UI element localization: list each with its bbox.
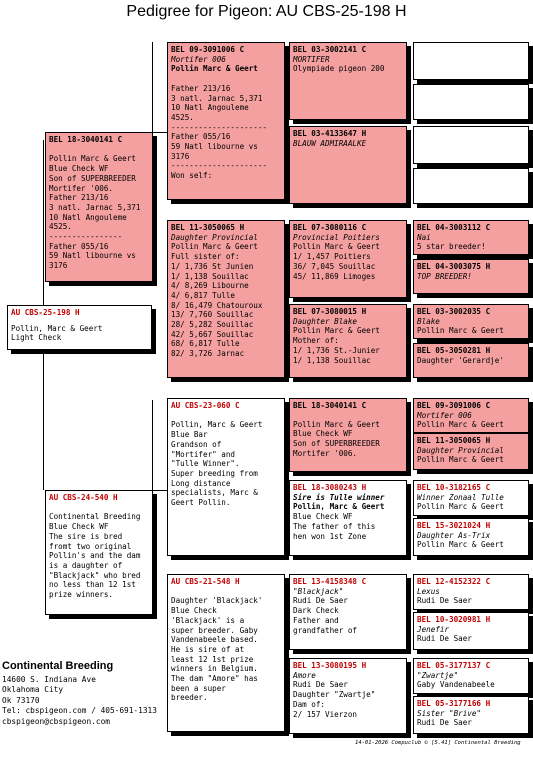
dss-ring: BEL 18-3040141 C: [293, 401, 367, 410]
sd-owner: Pollin Marc & Geert: [171, 242, 258, 252]
ss-notes: Father 213/16 3 natl. Jarnac 5,371 10 Natl Angouleme 4525. --------------------- Father 055/16 59 Natl libourne vs 3176 --------------------- Won self:: [171, 83, 268, 181]
connector-line: [152, 490, 167, 491]
sd-name: Daughter Provincial: [171, 232, 258, 242]
g4-owner: Rudi De Saer: [417, 718, 472, 728]
pedigree-ssd[interactable]: [289, 126, 407, 204]
ddd-owner: Rudi De Saer: [293, 680, 348, 690]
pedigree-g4-16[interactable]: [413, 696, 529, 734]
g4-owner: Pollin Marc & Geert: [417, 502, 504, 512]
pedigree-g4-11[interactable]: [413, 480, 529, 516]
connector-line: [43, 350, 44, 490]
g4-name: Nai: [417, 232, 431, 242]
breeder-city: Oklahoma City: [2, 685, 64, 694]
sire-ring: BEL 18-3040141 C: [49, 135, 123, 144]
pedigree-g4-5[interactable]: [413, 220, 529, 255]
breeder-tel: Tel: cbspigeon.com / 405-691-1313: [2, 706, 157, 715]
g4-name: Sister "Brive": [417, 708, 482, 718]
subject-color: Light Check: [11, 333, 62, 343]
pedigree-dsd[interactable]: [289, 480, 407, 556]
g4-name: Winner Zonaal Tulle: [417, 492, 504, 502]
pedigree-g4-6[interactable]: [413, 259, 529, 294]
pedigree-ddd[interactable]: [289, 658, 407, 734]
g4-name: Lexus: [417, 586, 440, 596]
g4-name: Jenefir: [417, 624, 450, 634]
sdd-ring: BEL 07-3080015 H: [293, 307, 367, 316]
print-credit: 14-01-2026 Compuclub © [5.41] Continental Breeding: [355, 740, 521, 746]
breeder-state: Ok 73170: [2, 695, 40, 705]
sd-notes: Full sister of: 1/ 1,736 St Junien 1/ 1,138 Souillac 4/ 8,269 Libourne 4/ 6,817 Tulle 8/ 16,479 Chatouroux 13/ 7,760 Souillac 28/ 5,282 Souillac 42/ 5,667 Souillac 68/ 6,817 Tulle 82/ 3,726 Jarnac: [171, 252, 263, 359]
g4-name: TOP BREEDER!: [417, 271, 472, 281]
pedigree-sire[interactable]: [45, 132, 153, 282]
sds-owner: Pollin Marc & Geert: [293, 242, 380, 252]
pedigree-dam-dam[interactable]: [167, 574, 285, 732]
g4-name: "Zwartje": [417, 670, 459, 680]
g4-owner: Rudi De Saer: [417, 634, 472, 644]
dds-name: "Blackjack": [293, 586, 344, 596]
sds-notes: 1/ 1,457 Poitiers 36/ 7,045 Souillac 45/ 11,869 Limoges: [293, 252, 376, 281]
dam-notes: Continental Breeding Blue Check WF The sire is bred fromt two original Pollin's and the dam is a daughter of "Blackjack" who bred no less than 12 1st prize winners.: [49, 512, 141, 600]
subject-ring: AU CBS-25-198 H: [11, 308, 80, 317]
pedigree-sire-sire[interactable]: [167, 42, 285, 200]
ssd-ring: BEL 03-4133647 H: [293, 129, 367, 138]
g4-ring: BEL 10-3182165 C: [417, 483, 491, 492]
pedigree-g4-12[interactable]: [413, 518, 529, 556]
dsd-ring: BEL 18-3080243 H: [293, 483, 367, 492]
g4-ring: BEL 04-3003112 C: [417, 223, 491, 232]
pedigree-g4-14[interactable]: [413, 612, 529, 650]
pedigree-sire-dam[interactable]: [167, 220, 285, 378]
connector-line: [43, 140, 44, 305]
g4-name: Blake: [417, 316, 440, 326]
g4-name: Mortifer 006: [417, 410, 472, 420]
ddd-ring: BEL 13-3080195 H: [293, 661, 367, 670]
dd-notes: Daughter 'Blackjack' Blue Check 'Blackjack' is a super breeder. Gaby Vandenabeele based. He is sire of at least 12 1st prize winners in Belgium. The dam "Amore" has been a super breeder.: [171, 596, 263, 703]
breeder-info: [2, 661, 172, 727]
ss-owner: Pollin Marc & Geert: [171, 64, 258, 74]
sire-notes: Pollin Marc & Geert Blue Check WF Son of SUPERBREEDER Mortifer '006. Father 213/16 3 natl. Jarnac 5,371 10 Natl Angouleme 4525. ---------------- Father 055/16 59 Natl libourne vs 3176: [49, 154, 141, 271]
g4-owner: 5 star breeder!: [417, 242, 486, 252]
ddd-name: Amore: [293, 670, 316, 680]
g4-owner: Rudi De Saer: [417, 596, 472, 606]
pedigree-dam[interactable]: [45, 490, 153, 615]
g4-ring: BEL 05-3177137 C: [417, 661, 491, 670]
dds-notes: Dark Check Father and grandfather of: [293, 606, 358, 635]
pedigree-g4-8[interactable]: [413, 343, 529, 378]
pedigree-g4-13[interactable]: [413, 574, 529, 610]
g4-name: Daughter Provincial: [417, 445, 504, 455]
g4-ring: BEL 10-3020981 H: [417, 615, 491, 624]
dss-notes: Blue Check WF Son of SUPERBREEDER Mortifer '006.: [293, 429, 380, 458]
ds-ring: AU CBS-23-060 C: [171, 401, 240, 410]
sd-ring: BEL 11-3050065 H: [171, 223, 245, 232]
g4-ring: BEL 11-3050065 H: [417, 436, 491, 445]
pedigree-sss[interactable]: [289, 42, 407, 120]
pedigree-dam-sire[interactable]: [167, 398, 285, 556]
dds-owner: Rudi De Saer: [293, 596, 348, 606]
breeder-address: 14600 S. Indiana Ave: [2, 674, 96, 684]
ssd-name: BLAUW ADMIRAALKE: [293, 138, 367, 148]
ss-name: Mortifer 006: [171, 54, 226, 64]
g4-ring: BEL 04-3003075 H: [417, 262, 491, 271]
ddd-notes: Daughter "Zwartje" Dam of: 2/ 157 Vierzon: [293, 690, 376, 719]
dsd-notes: Blue Check WF The father of this hen won 1st Zone: [293, 512, 376, 541]
pedigree-g4-4[interactable]: [413, 168, 529, 204]
g4-ring: BEL 09-3091006 C: [417, 401, 491, 410]
pedigree-g4-7[interactable]: [413, 304, 529, 339]
g4-ring: BEL 05-3177166 H: [417, 699, 491, 708]
ss-ring: BEL 09-3091006 C: [171, 45, 245, 54]
dd-ring: AU CBS-21-548 H: [171, 577, 240, 586]
sss-ring: BEL 03-3002141 C: [293, 45, 367, 54]
g4-owner: Pollin Marc & Geert: [417, 326, 504, 336]
g4-ring: BEL 03-3002035 C: [417, 307, 491, 316]
pedigree-sdd[interactable]: [289, 304, 407, 378]
pedigree-g4-3[interactable]: [413, 126, 529, 164]
page-title: Pedigree for Pigeon: AU CBS-25-198 H: [126, 3, 407, 20]
g4-ring: BEL 12-4152322 C: [417, 577, 491, 586]
g4-ring: BEL 15-3021024 H: [417, 521, 491, 530]
pedigree-sds[interactable]: [289, 220, 407, 298]
g4-owner: Pollin Marc & Geert: [417, 455, 504, 465]
g4-owner: Pollin Marc & Geert: [417, 420, 504, 430]
pedigree-dss[interactable]: [289, 398, 407, 472]
dsd-owner: Pollin, Marc & Geert: [293, 502, 385, 512]
sds-ring: BEL 07-3080116 C: [293, 223, 367, 232]
sss-owner: Olympiade pigeon 200: [293, 64, 385, 74]
dss-owner: Pollin Marc & Geert: [293, 419, 380, 429]
sdd-owner: Pollin Marc & Geert: [293, 326, 380, 336]
sss-name: MORTIFER: [293, 54, 330, 64]
pedigree-g4-10[interactable]: [413, 433, 529, 470]
g4-ring: BEL 05-3050281 H: [417, 346, 491, 355]
g4-owner: Gaby Vandenabeele: [417, 680, 495, 690]
breeder-name: Continental Breeding: [2, 660, 114, 672]
dsd-name: Sire is Tulle winner: [293, 492, 385, 502]
dds-ring: BEL 13-4158348 C: [293, 577, 367, 586]
sdd-notes: Mother of: 1/ 1,736 St.-Junier 1/ 1,138 Souillac: [293, 336, 380, 365]
pedigree-g4-1[interactable]: [413, 42, 529, 80]
pedigree-g4-15[interactable]: [413, 658, 529, 694]
sds-name: Provincial Poitiers: [293, 232, 380, 242]
g4-name: Daughter As-Trix: [417, 530, 491, 540]
g4-owner: Pollin Marc & Geert: [417, 540, 504, 550]
g4-owner: Daughter 'Gerardje': [417, 355, 504, 365]
pedigree-g4-9[interactable]: [413, 398, 529, 433]
pedigree-dds[interactable]: [289, 574, 407, 650]
sdd-name: Daughter Blake: [293, 316, 358, 326]
subject-owner: Pollin, Marc & Geert: [11, 323, 103, 333]
breeder-email[interactable]: cbspigeon@cbspigeon.com: [2, 716, 110, 726]
ds-notes: Pollin, Marc & Geert Blue Bar Grandson of "Mortifer" and "Tulle Winner". Super breeding from Long distance specialists, Marc & Geert Pollin.: [171, 420, 263, 508]
pedigree-subject[interactable]: [7, 305, 152, 350]
connector-line: [152, 132, 167, 133]
dam-ring: AU CBS-24-540 H: [49, 493, 118, 502]
pedigree-g4-2[interactable]: [413, 84, 529, 120]
